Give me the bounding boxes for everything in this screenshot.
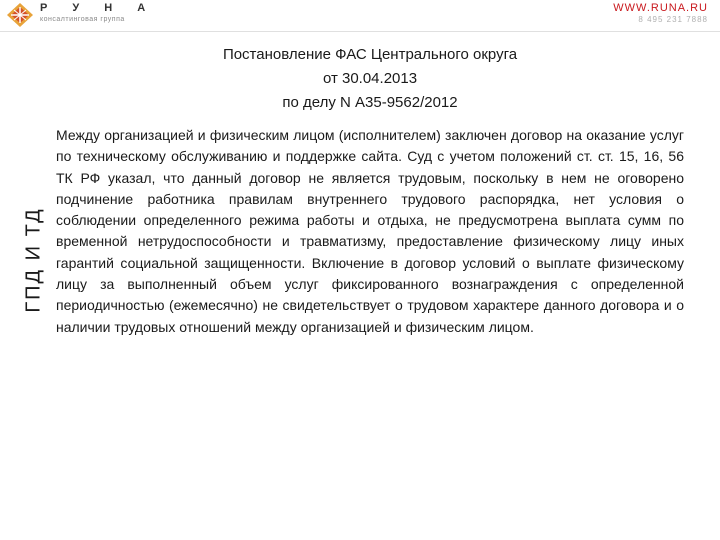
title-line-2: от 30.04.2013 (322, 70, 418, 87)
header-divider (0, 31, 720, 32)
header-phone: 8 495 231 7888 (638, 15, 708, 24)
side-label (14, 180, 54, 340)
logo-name: Р У Н А (40, 2, 157, 14)
body-paragraph: Между организацией и физическим лицом (исполнителем) заключен договор на оказание услуг по техническому обслуживанию и поддержке сайта. Суд с учетом положений ст. ст. 15, 16, 56 ТК РФ указал, что данный договор не является трудовым, поскольку в нем не оговорено подчинение работника правилам внутреннего трудового распорядка, нет условия о соблюдении определенного режима работы и отдыха, не предусмотрена выплата сумм по временной нетрудоспособности и травматизму, предоставление физическому лицу иных гарантий социальной защищенности. Включение в договор условий о выплате физическому лицу за выполненный объем услуг фиксированного вознаграждения с определенной периодичностью (ежемесячно) не свидетельствует о трудовом характере данного договора и о наличии трудовых отношений между организацией и физическим лицом. (56, 127, 684, 335)
title-line-3: по делу N А35-9562/2012 (282, 94, 458, 111)
title-line-1: Постановление ФАС Центрального округа (222, 46, 518, 63)
slide-header (0, 0, 720, 30)
side-label-text: ГПД И ТД (22, 207, 45, 313)
header-url-link[interactable]: WWW.RUNA.RU (613, 2, 708, 14)
runa-logo-icon (6, 2, 34, 28)
logo-tagline: консалтинговая группа (40, 16, 125, 23)
page-title (100, 43, 640, 115)
